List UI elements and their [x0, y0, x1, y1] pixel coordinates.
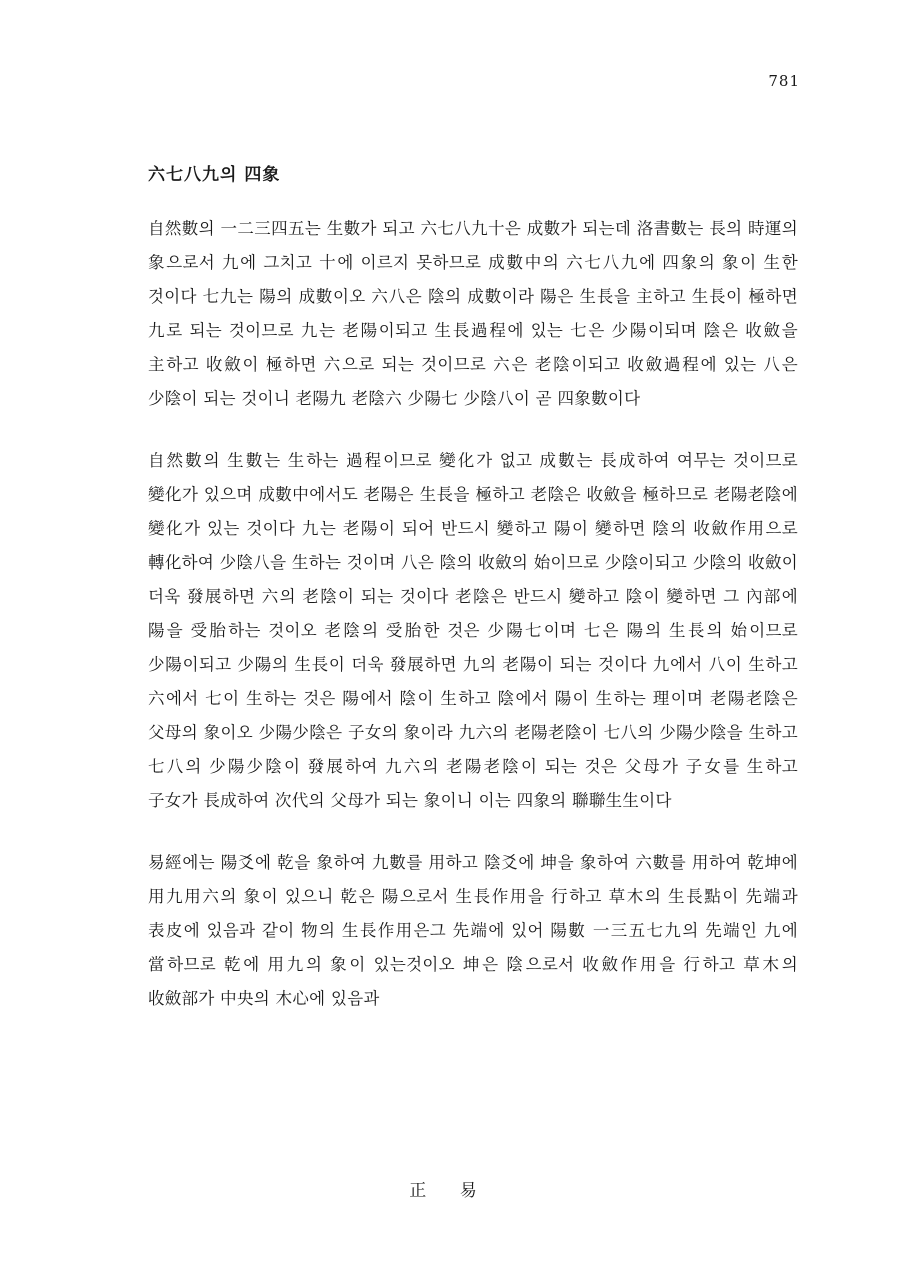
paragraph-2: 自然數의 生數는 生하는 過程이므로 變化가 없고 成數는 長成하여 여무는 것이므로 變化가 있으며 成數中에서도 老陽은 生長을 極하고 老陰은 收斂을 極하므로 老陽老陰에 變化가 있는 것이다 九는 老陽이 되어 반드시 變하고 陽이 變하면 陰의 收斂作用으로 轉化하여 少陰八을 生하는 것이며 八은 陰의 收斂의 始이므로 少陰이되고 少陰의 收斂이 더욱 發展하면 六의 老陰이 되는 것이다 老陰은 반드시 變하고 陰이 變하면 그 內部에 陽을 受胎하는 것이오 老陰의 受胎한 것은 少陽七이며 七은 陽의 生長의 始이므로 少陽이되고 少陽의 生長이 더욱 發展하면 九의 老陽이 되는 것이다 九에서 八이 生하고 六에서 七이 生하는 것은 陽에서 陰이 生하고 陰에서 陽이 生하는 理이며 老陽老陰은 父母의 象이오 少陽少陰은 子女의 象이라 九六의 老陽老陰이 七八의 少陽少陰을 生하고 七八의 少陽少陰이 發展하여 九六의 老陽老陰이 되는 것은 父母가 子女를 生하고 子女가 長成하여 次代의 父母가 되는 象이니 이는 四象의 聯聯生生이다 [148, 451, 798, 810]
paragraph-1: 自然數의 一二三四五는 生數가 되고 六七八九十은 成數가 되는데 洛書數는 長의 時運의 象으로서 九에 그치고 十에 이르지 못하므로 成數中의 六七八九에 四象의 象이 生한 것이다 七九는 陽의 成數이오 六八은 陰의 成數이라 陽은 生長을 主하고 生長이 極하면 九로 되는 것이므로 九는 老陽이되고 生長過程에 있는 七은 少陽이되며 陰은 收斂을 主하고 收斂이 極하면 六으로 되는 것이므로 六은 老陰이되고 收斂過程에 있는 八은 少陰이 되는 것이니 老陽九 老陰六 少陽七 少陰八이 곧 四象數이다 [148, 219, 798, 408]
page-footer: 正 易 [409, 1181, 491, 1201]
page-number: 781 [768, 72, 800, 90]
section-heading: 六七八九의 四象 [148, 165, 281, 185]
body-text [148, 212, 798, 1044]
paragraph-3: 易經에는 陽爻에 乾을 象하여 九數를 用하고 陰爻에 坤을 象하여 六數를 用하여 乾坤에 用九用六의 象이 있으니 乾은 陽으로서 生長作用을 行하고 草木의 生長點이 先端과 表皮에 있음과 같이 物의 生長作用은그 先端에 있어 陽數 一三五七九의 先端인 九에 當하므로 乾에 用九의 象이 있는것이오 坤은 陰으로서 收斂作用을 行하고 草木의 收斂部가 中央의 木心에 있음과 [148, 853, 798, 1008]
